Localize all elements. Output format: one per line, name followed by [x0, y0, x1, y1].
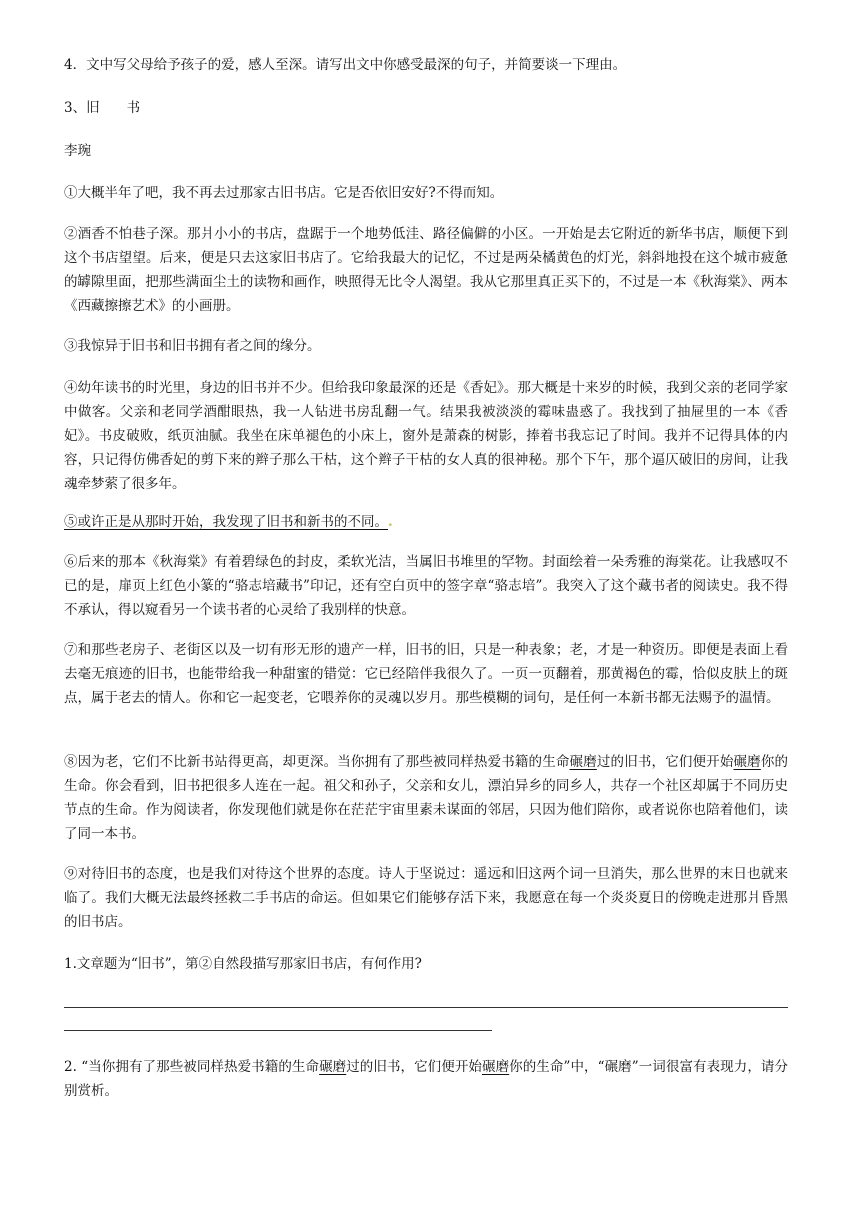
question-1: 1.文章题为“旧书”，第②自然段描写那家旧书店，有何作用?	[64, 956, 422, 972]
question-4: 4．文中写父母给予孩子的爱，感人至深。请写出文中你感受最深的句子，并简要谈一下理由。	[64, 57, 627, 73]
paragraph-8-text-b: 过的旧书，它们便开始	[596, 754, 734, 770]
mark-dot: .	[388, 514, 393, 530]
question-2	[64, 1055, 788, 1103]
paragraph-6: ⑥后来的那本《秋海棠》有着碧绿色的封皮，柔软光洁，当属旧书堆里的罕物。封面绘着一朵秀雅的海棠花。让我感叹不已的是，扉页上红色小篆的“骆志培藏书”印记，还有空白页中的签字章“骆志培”。我突入了这个藏书者的阅读史。我不得不承认，得以窥看另一个读书者的心灵给了我别样的快意。	[64, 554, 788, 618]
underlined-sentence: ⑤或许正是从那时开始，我发现了旧书和新书的不同。	[64, 514, 388, 530]
paragraph-7: ⑦和那些老房子、老街区以及一切有形无形的遗产一样，旧书的旧，只是一种表象；老，才是一种资历。即便是表面上看去毫无痕迹的旧书，也能带给我一种甜蜜的错觉：它已经陪伴我很久了。一页一页翻着，那黄褐色的霉，恰似皮肤上的斑点，属于老去的情人。你和它一起变老，它喂养你的灵魂以岁月。那些模糊的词句，是任何一本新书都无法赐予的温情。	[64, 642, 788, 706]
answer-line-2[interactable]	[64, 1030, 492, 1031]
paragraph-8	[64, 750, 788, 846]
paragraph-1: ①大概半年了吧，我不再去过那家古旧书店。它是否依旧安好?不得而知。	[64, 185, 504, 201]
paragraph-4: ④幼年读书的时光里，身边的旧书并不少。但给我印象最深的还是《香妃》。那大概是十来岁的时候，我到父亲的老同学家中做客。父亲和老同学酒酣眼热，我一人钻进书房乱翻一气。结果我被淡淡的霉味蛊惑了。我找到了抽屉里的一本《香妃》。书皮破败，纸页油腻。我坐在床单褪色的小床上，窗外是萧森的树影，捧着书我忘记了时间。我并不记得具体的内容，只记得仿佛香妃的剪下来的辫子那么干枯，这个辫子干枯的女人真的很神秘。那个下午，那个逼仄破旧的房间，让我魂牵梦萦了很多年。	[64, 380, 788, 492]
answer-line-1[interactable]	[64, 1007, 788, 1008]
paragraph-2: ②酒香不怕巷子深。那爿小小的书店，盘踞于一个地势低洼、路径偏僻的小区。一开始是去它附近的新华书店，顺便下到这个书店望望。后来，便是只去这家旧书店了。它给我最大的记忆，不过是两朵橘黄色的灯光，斜斜地投在这个城市疲惫的罅隙里面，把那些满面尘土的读物和画作，映照得无比令人渴望。我从它那里真正买下的，不过是一本《秋海棠》、两本《西藏擦擦艺术》的小画册。	[64, 226, 788, 314]
paragraph-8-text-c: 你的生命。你会看到，旧书把很多人连在一起。祖父和孙子，父亲和女儿，漂泊异乡的同乡人，共存一个社区却属于不同历史节点的生命。作为阅读者，你发现他们就是你在茫茫宇宙里素未谋面的邻居，只因为他们陪你，或者说你也陪着他们，读了同一本书。	[64, 754, 789, 842]
paragraph-9: ⑨对待旧书的态度，也是我们对待这个世界的态度。诗人于坚说过：遥远和旧这两个词一旦消失，那么世界的末日也就来临了。我们大概无法最终拯救二手书店的命运。但如果它们能够存活下来，我愿意在每一个炎炎夏日的傍晚走进那爿昏黑的旧书店。	[64, 866, 788, 930]
paragraph-5	[64, 510, 788, 534]
underlined-word-2: 碾磨	[733, 754, 761, 770]
question-2-text-a: 2. “当你拥有了那些被同样热爱书籍的生命	[64, 1059, 320, 1075]
question-2-underlined-word-2: 碾磨	[482, 1059, 510, 1075]
question-2-text-c: 你的生命”中，“碾磨”一词很富有表现力，请分别赏析。	[64, 1059, 788, 1099]
section-title: 3、旧 书	[64, 100, 141, 116]
paragraph-3: ③我惊异于旧书和旧书拥有者之间的缘分。	[64, 338, 321, 354]
paragraph-8-text-a: ⑧因为老，它们不比新书站得更高，却更深。当你拥有了那些被同样热爱书籍的生命	[64, 754, 570, 770]
author-name: 李琬	[64, 143, 91, 159]
underlined-word-1: 碾磨	[569, 754, 597, 770]
question-2-text-b: 过的旧书，它们便开始	[346, 1059, 482, 1075]
question-2-underlined-word-1: 碾磨	[319, 1059, 347, 1075]
